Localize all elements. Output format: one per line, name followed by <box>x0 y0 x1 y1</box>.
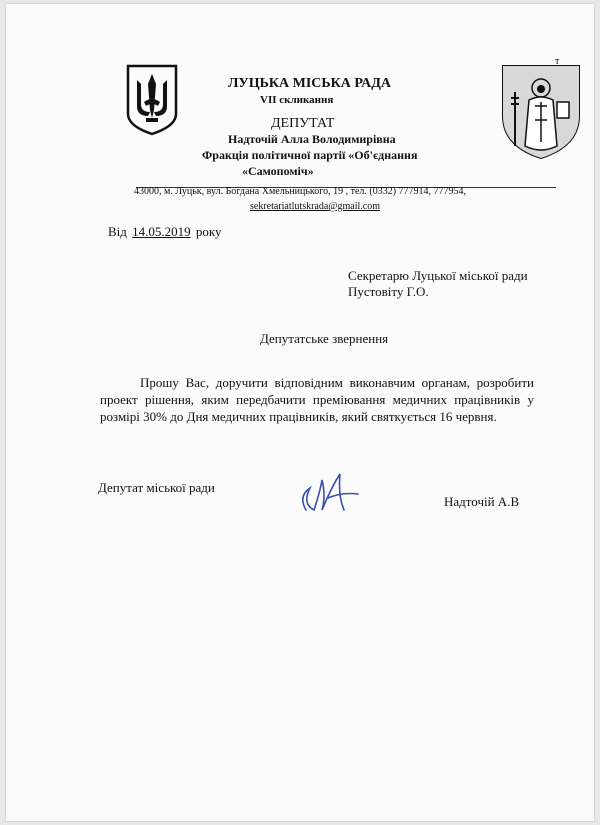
letter-heading: Депутатське звернення <box>260 331 389 346</box>
addressee-line-1: Секретарю Луцької міської ради <box>348 268 528 283</box>
signature-position: Депутат міської ради <box>98 480 215 495</box>
date-suffix: року <box>195 224 222 239</box>
date-prefix: Від <box>108 224 127 239</box>
letter-body: Прошу Вас, доручити відповідним виконавчим органам, розробити проект рішення, яким передбачити преміювання медичних працівників у розмірі 30% до Дня медичних працівників, який святкується 16 червня. <box>100 375 534 424</box>
trident-emblem-icon <box>120 62 184 138</box>
office-address: 43000, м. Луцьк, вул. Богдана Хмельницького, 19 , тел. (0332) 777914, 777954, <box>134 186 467 197</box>
convocation: VII скликання <box>260 94 334 106</box>
signatory-name: Надточій А.В <box>444 494 520 509</box>
corner-mark: т <box>555 56 560 67</box>
document-page <box>6 4 594 821</box>
party-name: «Самопоміч» <box>242 164 314 178</box>
addressee-line-2: Пустовіту Г.О. <box>348 284 429 299</box>
deputy-label: ДЕПУТАТ <box>271 116 335 131</box>
letter-date <box>108 224 222 240</box>
handwritten-signature-icon <box>292 466 372 518</box>
council-title: ЛУЦЬКА МІСЬКА РАДА <box>228 76 392 91</box>
office-email: sekretariatlutskrada@gmail.com <box>250 201 380 212</box>
faction-name: Фракція політичної партії «Об'єднання <box>202 148 418 162</box>
date-value: 14.05.2019 <box>132 224 191 239</box>
lutsk-coat-of-arms-icon <box>499 62 583 162</box>
deputy-name: Надточій Алла Володимирівна <box>228 132 396 146</box>
